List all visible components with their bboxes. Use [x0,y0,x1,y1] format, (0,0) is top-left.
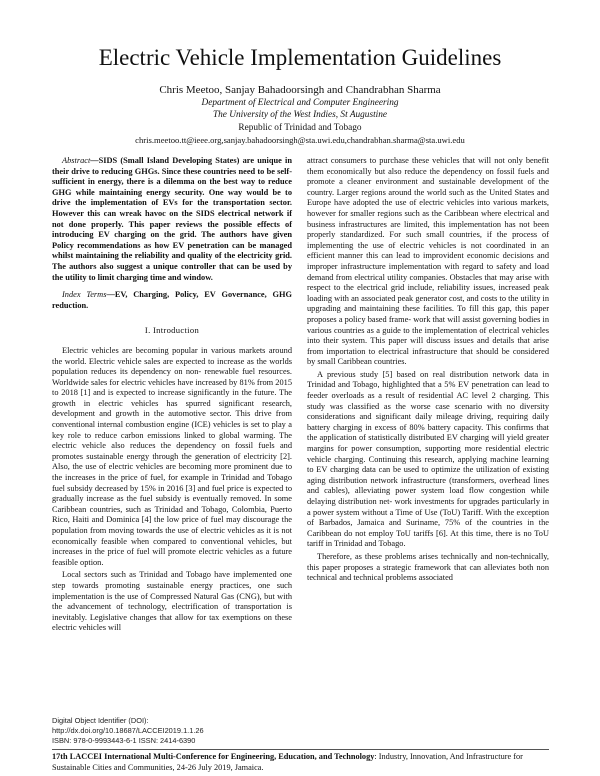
intro-paragraph-2: Local sectors such as Trinidad and Tobago have implemented one step towards promoting sustainable energy practices, one such implementation is the use of Compressed Natural Gas (CNG), but with the advancement of technology, electrification of transportation is inevitably. Legislative changes that allow for tax exemptions on these electric vehicles will [52,570,292,633]
author-emails: chris.meetoo.tt@ieee.org,sanjay.bahadoorsingh@sta.uwi.edu,chandrabhan.sharma@sta.uwi.edu [135,135,465,145]
affiliation-university: The University of the West Indies, St Augustine [212,110,388,120]
intro-paragraph-1: Electric vehicles are becoming popular in various markets around the world. Electric vehicle sales are expected to increase as the worlds population reduces its dependency on non- renewable fuel resources. Worldwide sales for electric vehicles have increased by 81% from 2015 to 2018 [1] and is expected to increase significantly in the future. The growth in electric vehicles has spurred significant research, development and growth in the automotive sector. This drive from conventional internal combustion engine (ICE) vehicles is set to play a key role to reduce carbon emissions linked to global warming. The electric vehicle also reduces the dependency on fossil fuels and promotes sustainable energy through the generation of electricity [2]. Also, the use of electric vehicles are becoming more prominent due to the increases in the price of fuel, for example in Trinidad and Tobago fuel subsidy decreased by 15% in 2016 [3] and fuel price is expected to gradually increase as the fuel subsidy is eventually removed. In some Caribbean countries, such as Trinidad and Tobago, Colombia, Puerto Rico, Haiti and Dominica [4] the low price of fuel may discourage the population from moving towards the use of electric vehicles as it is not economically feasible when compared to conventional vehicles, but increases in the price of fuel will promote electric vehicles as a future feasible option. [52,345,292,567]
section-heading-introduction: I. Introduction [144,325,200,336]
doi-block [52,716,292,746]
abstract-text: —SIDS (Small Island Developing States) are unique in their drive to reducing GHGs. Since these countries need to be self-sufficient in energy, there is a dilemma on the best way to reduce GHG while maintaining energy security. One way would be to drive the implementation of EVs for the transportation sector. However this can wreak havoc on the SIDS electrical network if not done properly. This paper reviews the possible effects of introducing EV charging on the grid. The authors have given Policy recommendations as how EV penetration can be managed whilst maintaining the reliability and quality of the electricity grid. The authors also suggest a unique controller that can be used by the utility to limit charging time and window. [52,156,292,282]
right-paragraph-3: Therefore, as these problems arises technically and non-technically, this paper proposes a strategic framework that can alleviates both non technical and technical problems associated [307,551,549,583]
right-paragraph-1: attract consumers to purchase these vehicles that will not only benefit them economically but also reduce the dependency on fossil fuels and promote a cleaner environment and sustainable development of the country. Larger regions around the world such as the United States and Europe have adopted the use of electric vehicles into various markets, however for smaller regions such as the Caribbean where electrical and business infrastructures are limited, this implementation has not been properly standardized. For such small countries, if the process of implementing the use of electric vehicles is not coordinated in an efficient manner this can lead to improvident economic decisions and improper infrastructure implementation with regard to safety and load demand from electrical utility companies. Obstacles that may arise with respect to the electrical grid include, reliability issues, increased peak loading with an associated peak generator cost, and costs to the utility in upgrading and maintaining these facilities. To fill this gap, this paper proposes a policy based frame- work that will assist governing bodies in various countries as a guide to the implementation of electrical vehicles into their system. This paper will discuss issues and details that arise from importation to electrical infrastructure that should be considered by small Caribbean countries. [307,156,549,367]
abstract-label: Abstract [62,156,91,165]
index-terms-label: Index Terms [62,290,107,300]
left-column [52,156,292,634]
author-list: Chris Meetoo, Sanjay Bahadoorsingh and Chandrabhan Sharma [159,84,441,96]
right-column [307,156,549,584]
right-paragraph-2: A previous study [5] based on real distribution network data in Trinidad and Tobago, highlighted that a 5% EV penetration can lead to feeder overloads as a result of residential AC level 2 charging. This study was classified as the worse case scenario with no diversity considerations and significant daily mileage driving, requiring daily battery charging in excess of 80% battery capacity. This confirms that the application of statistically distributed EV charging will yield greater margins for power consumption, supporting more residential electric vehicle charging. Continuing this research, applying machine learning to EV charging data can be used to optimize the utilization of existing aging distribution network infrastructure (transformers, overhead lines and cables), alleviating power system load flow congestion while delaying distribution net- work investments for upgrades particularly in a power system without a Time of Use (ToU) Tariff. With the exception of Barbados, Jamaica and Suriname, 75% of the countries in the Caribbean do not employ ToU tariffs [6]. At this time, there is no ToU tariff in Trinidad and Tobago. [307,369,549,549]
doi-link[interactable]: http://dx.doi.org/10.18687/LACCEI2019.1.1.26 [52,726,204,735]
conference-details: : Industry, Innovation, And Infrastructure for Sustainable Cities and Communities, 24-26 July 2019, Jamaica. [52,752,523,772]
paper-title: Electric Vehicle Implementation Guidelines [98,45,502,70]
index-terms [52,290,292,311]
doi-label: Digital Object Identifier (DOI): [52,716,149,725]
affiliation-country: Republic of Trinidad and Tobago [238,123,362,133]
isbn-issn: ISBN: 978-0-9993443-6-1 ISSN: 2414-6390 [52,736,196,745]
conference-name: 17th LACCEI International Multi-Conference for Engineering, Education, and Technology [52,752,375,761]
footer-divider [52,749,549,750]
conference-footer [52,751,549,773]
index-terms-text: —EV, Charging, Policy, EV Governance, GHG reduction. [52,290,292,310]
affiliation-department: Department of Electrical and Computer Engineering [201,98,399,108]
abstract [52,156,292,283]
